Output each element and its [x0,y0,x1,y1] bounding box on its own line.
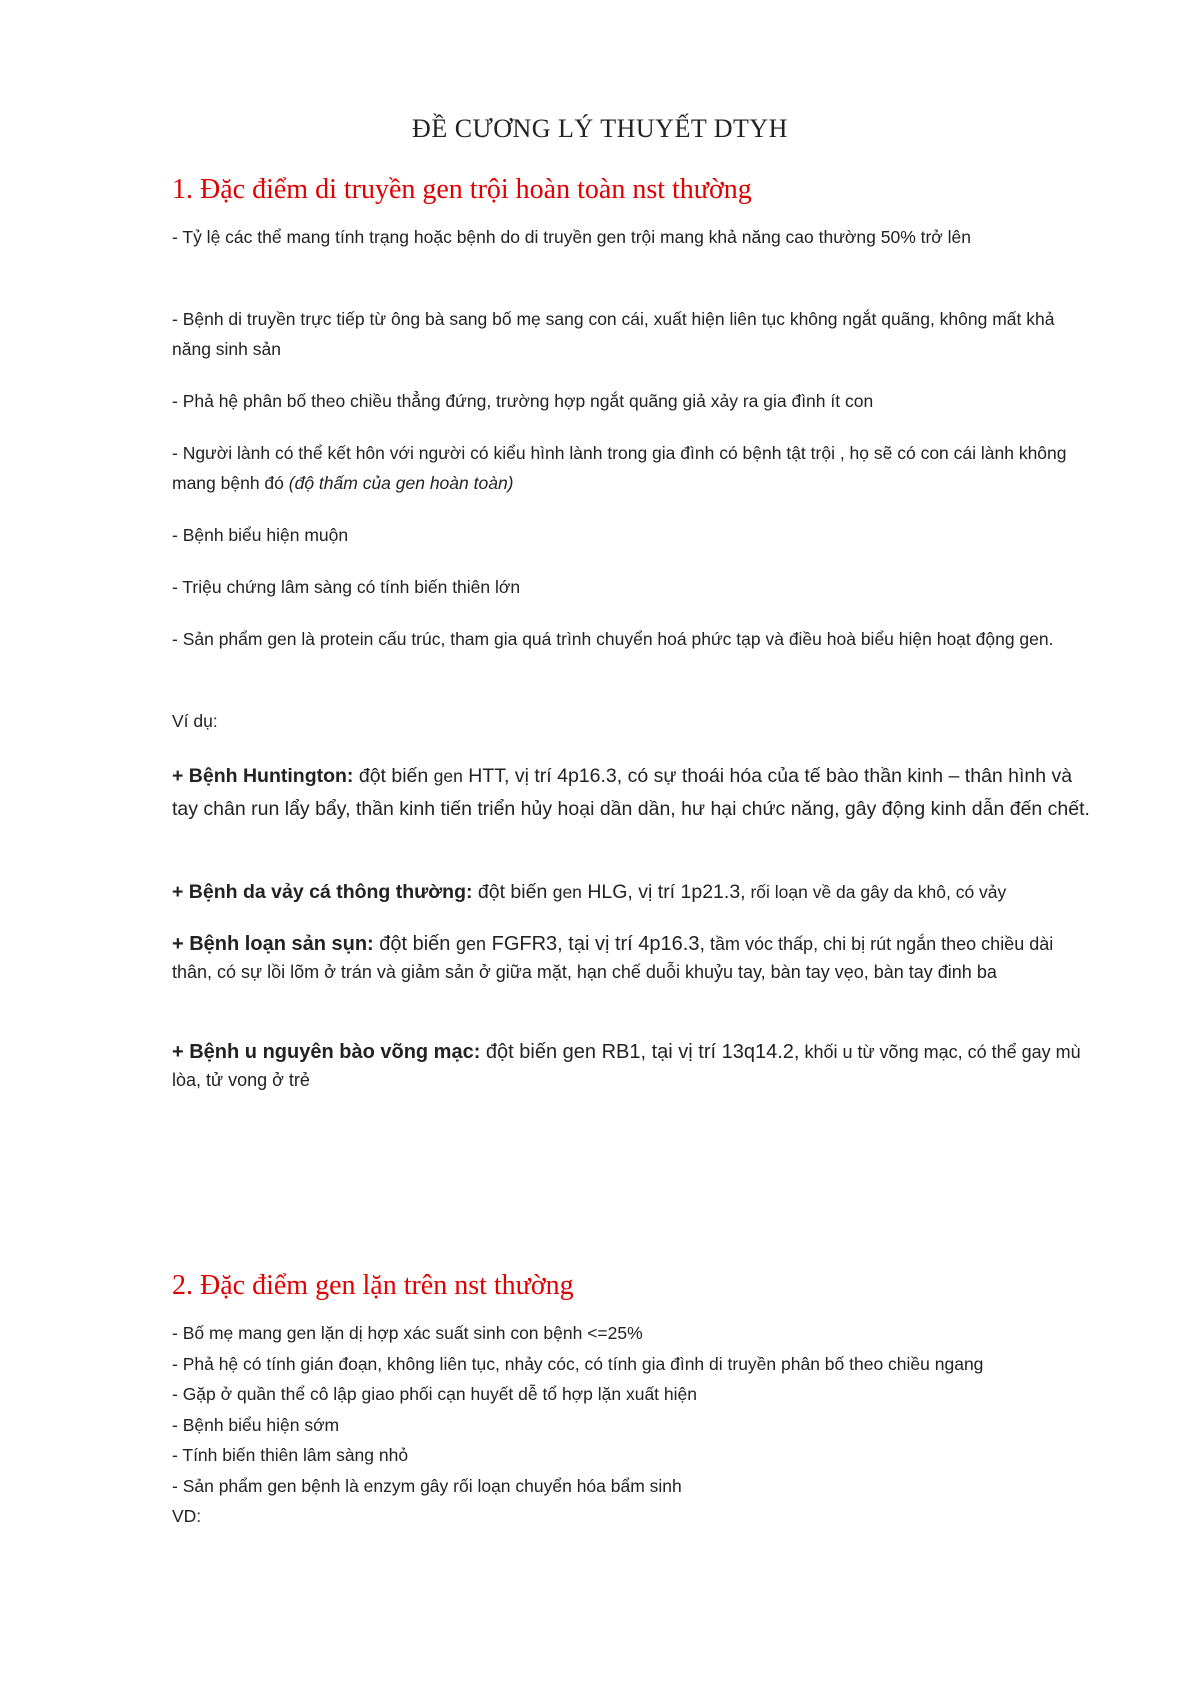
example-huntington-mutation: đột biến [353,765,434,787]
paragraph-4 [172,438,1092,498]
example-achondroplasia-symptom: tầm vóc thấp, chi bị rút ngắn theo chiều dài thân, có sự lồi lõm ở trán và giảm sản ở giữa mặt, hạn chế duỗi khuỷu tay, bàn tay vẹo, bàn tay đinh ba [172,934,1054,982]
example-achondroplasia-name: + Bệnh loạn sản sụn: [172,933,374,955]
example-label: Ví dụ: [172,711,218,731]
section-2-line-2: - Phả hệ có tính gián đoạn, không liên tục, nhảy cóc, có tính gia đình di truyền phân bố theo chiều ngang [172,1353,984,1374]
section-1-heading: 1. Đặc điểm di truyền gen trội hoàn toàn nst thường [172,174,752,205]
example-achondroplasia-location: FGFR3, tại vị trí 4p16.3, [486,933,706,955]
example-ichthyosis-symptom: rối loạn về da gây da khô, có vảy [745,882,1007,902]
section-2-heading: 2. Đặc điểm gen lặn trên nst thường [172,1270,574,1301]
paragraph-1: - Tỷ lệ các thể mang tính trạng hoặc bệnh do di truyền gen trội mang khả năng cao thường 50% trở lên [172,227,971,247]
paragraph-5: - Bệnh biểu hiện muộn [172,525,349,545]
example-ichthyosis-name: + Bệnh da vảy cá thông thường: [172,881,473,903]
example-retinoblastoma-symptom: khối u từ võng mạc, có thể gay mù lòa, tử vong ở trẻ [172,1042,1081,1090]
section-2-line-1: - Bố mẹ mang gen lặn dị hợp xác suất sinh con bệnh <=25% [172,1323,643,1343]
example-ichthyosis-gen: gen [552,882,582,902]
section-2-line-6: - Sản phẩm gen bệnh là enzym gây rối loạn chuyển hóa bẩm sinh [172,1475,682,1496]
example-achondroplasia [172,930,1092,986]
paragraph-2: - Bệnh di truyền trực tiếp từ ông bà sang bố mẹ sang con cái, xuất hiện liên tục không ngắt quãng, không mất khả năng sinh sản [172,309,1055,359]
example-ichthyosis-mutation: đột biến [472,881,553,903]
example-achondroplasia-gen: gen [456,934,487,954]
paragraph-6: - Triệu chứng lâm sàng có tính biến thiên lớn [172,577,521,597]
paragraph-3: - Phả hệ phân bố theo chiều thẳng đứng, trường hợp ngắt quãng giả xảy ra gia đình ít con [172,391,874,411]
document-title: ĐỀ CƯƠNG LÝ THUYẾT DTYH [412,114,788,143]
example-retinoblastoma [172,1038,1092,1094]
example-ichthyosis [172,876,1092,909]
example-huntington [172,760,1092,826]
paragraph-4-text: - Người lành có thể kết hôn với người có kiểu hình lành trong gia đình có bệnh tật trội , họ sẽ có con cái lành không mang bệnh đó [172,443,1067,493]
example-ichthyosis-location: HLG, vị trí 1p21.3, [581,881,746,903]
section-2-line-3: - Gặp ở quần thể cô lập giao phối cạn huyết dễ tổ hợp lặn xuất hiện [172,1384,697,1404]
section-2-list [172,1318,1092,1532]
example-huntington-gen: gen [433,766,463,786]
example-huntington-detail: HTT, vị trí 4p16.3, có sự thoái hóa của tế bào thần kinh – thân hình và tay chân run lẩy bẩy, thần kinh tiến triển hủy hoại dần dần, hư hại chức năng, gây động kinh dẫn đến chết. [172,765,1090,820]
section-2-line-4: - Bệnh biểu hiện sớm [172,1414,340,1435]
example-achondroplasia-mutation: đột biến [373,933,456,955]
example-retinoblastoma-mutation: đột biến gen RB1, tại vị trí 13q14.2, [480,1041,800,1063]
section-2-line-5: - Tính biến thiên lâm sàng nhỏ [172,1445,409,1465]
example-huntington-name: + Bệnh Huntington: [172,765,354,787]
example-retinoblastoma-name: + Bệnh u nguyên bào võng mạc: [172,1041,481,1063]
paragraph-7: - Sản phẩm gen là protein cấu trúc, tham gia quá trình chuyển hoá phức tạp và điều hoà biểu hiện hoạt động gen. [172,629,1054,649]
paragraph-4-italic-note: (độ thấm của gen hoàn toàn) [288,473,514,493]
section-2-line-vd: VD: [172,1506,202,1526]
